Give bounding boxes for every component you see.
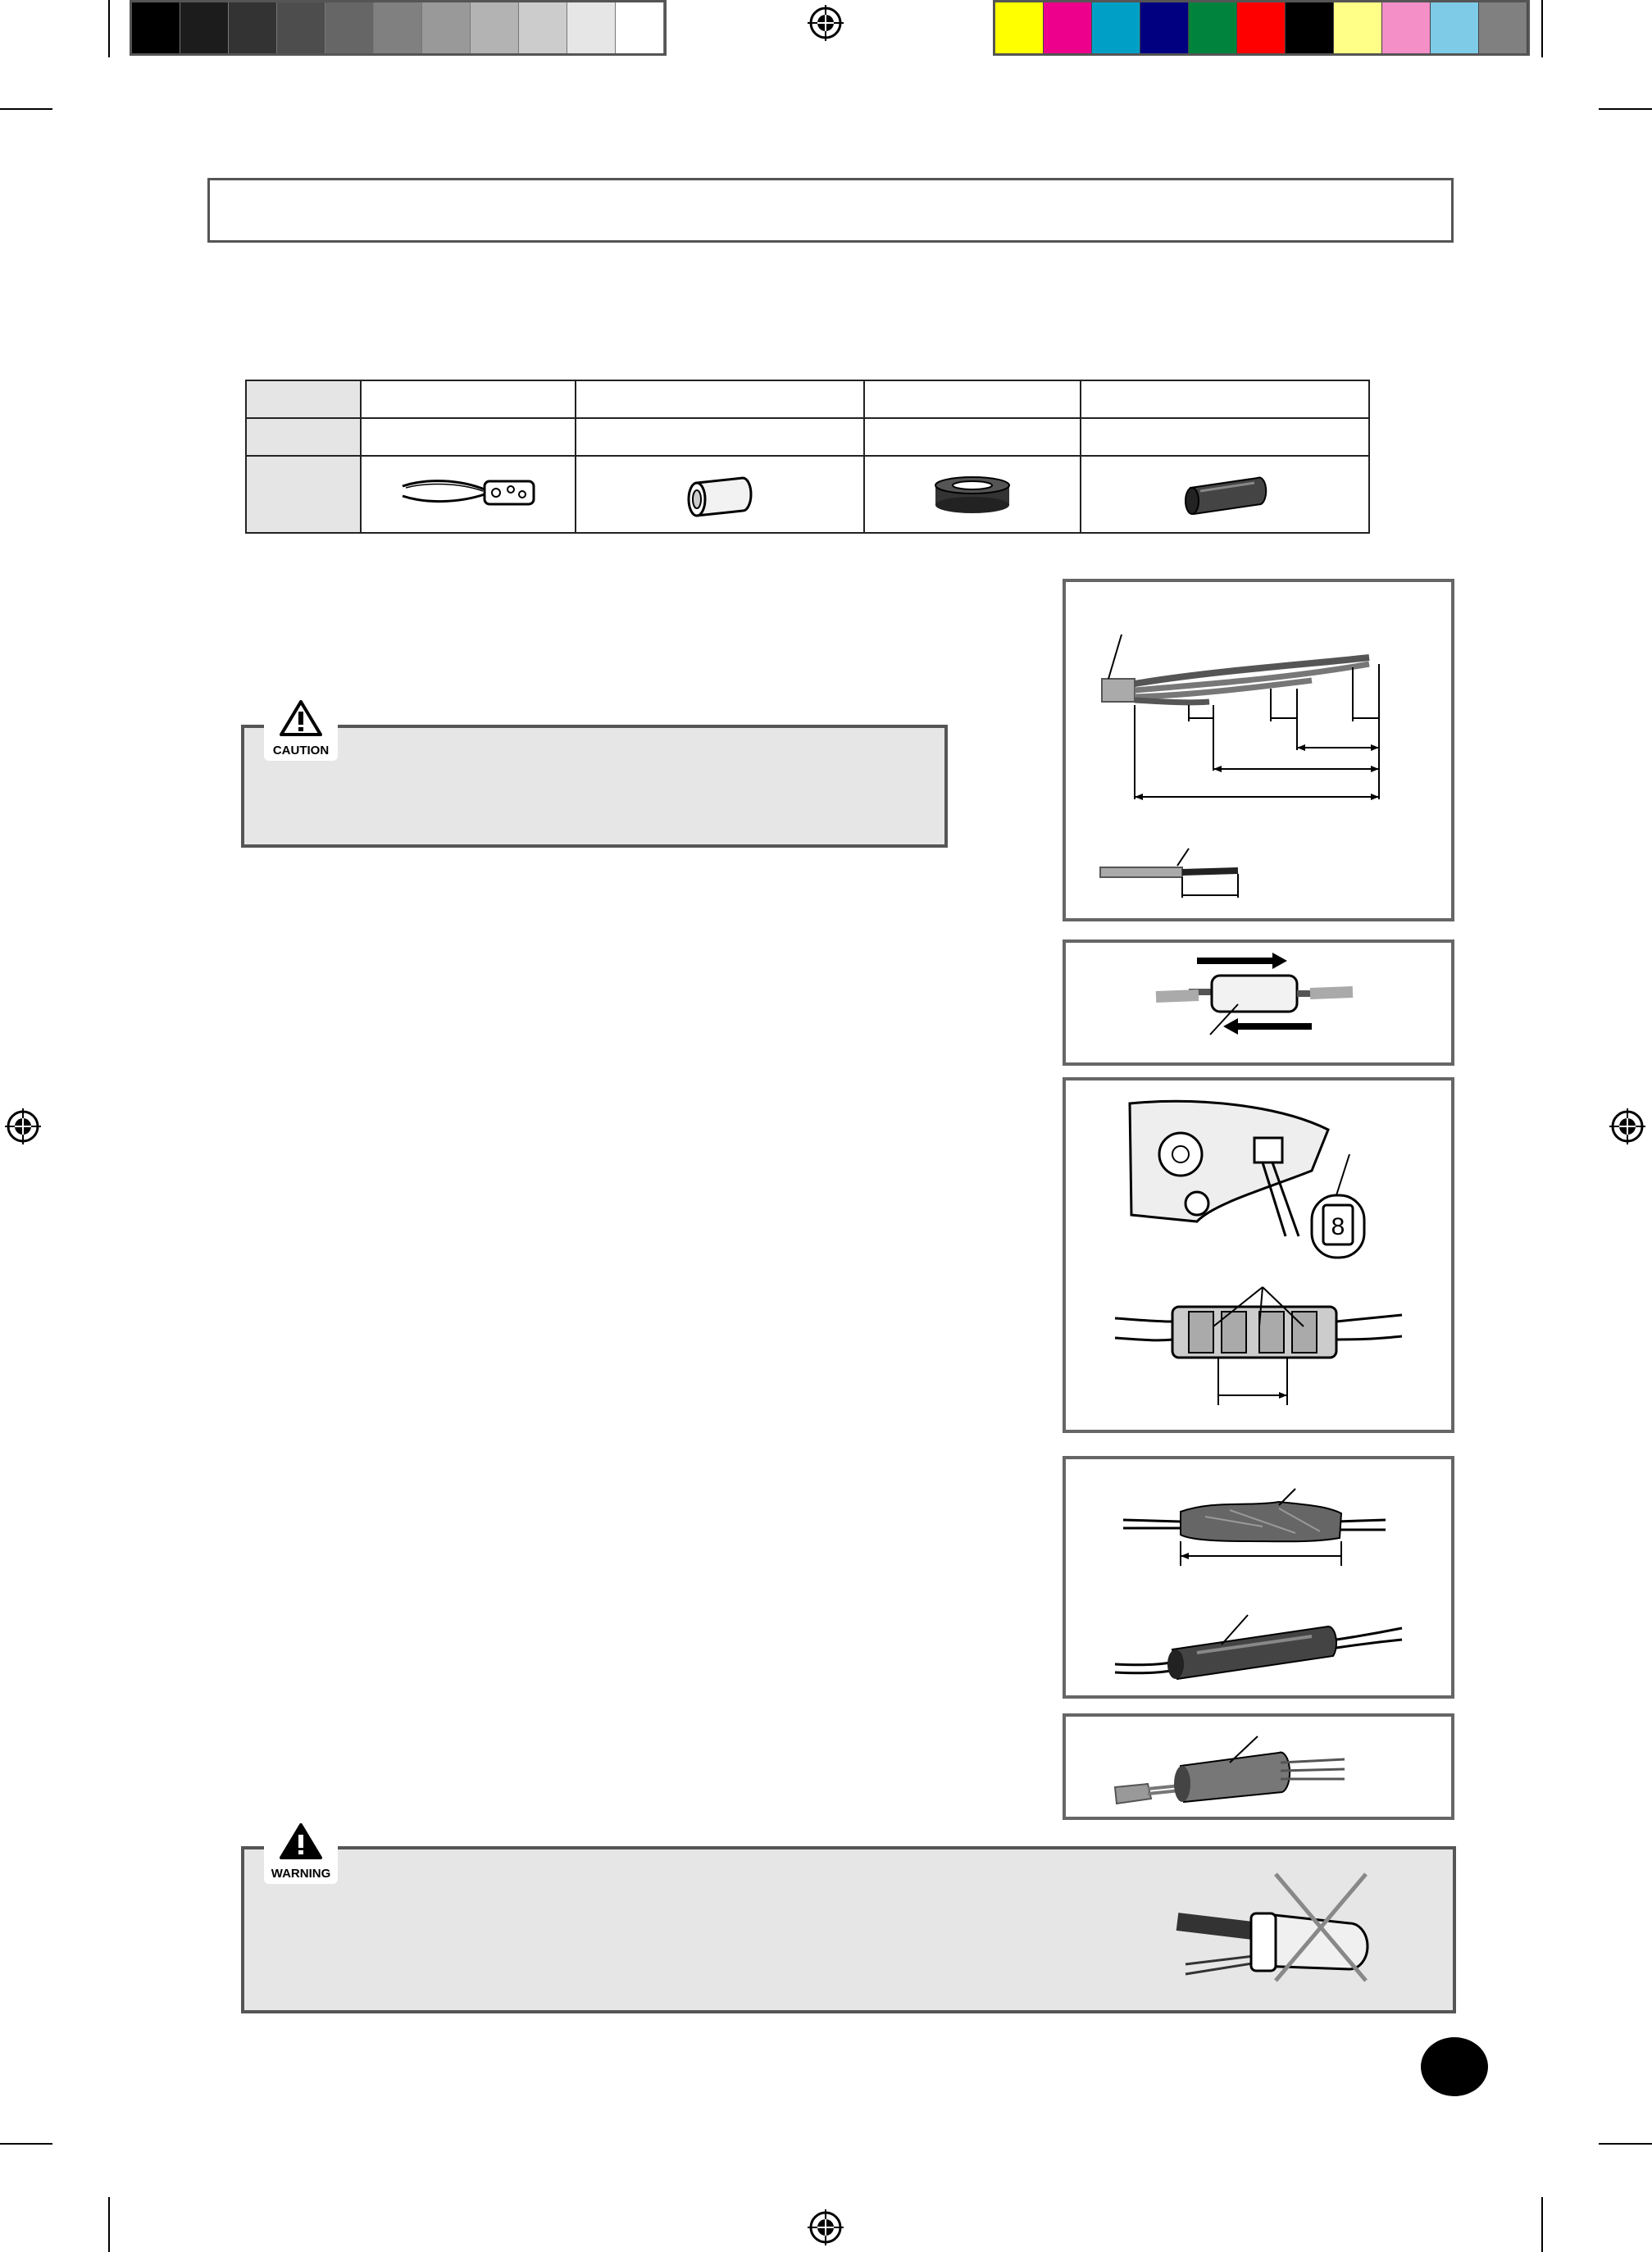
shrink-tube-icon [1176,471,1274,517]
crimp-setting-number: 8 [1331,1213,1345,1240]
section-title-box [207,178,1454,243]
gray-swatch [374,2,422,53]
table-row [246,418,1369,456]
color-swatch [1044,2,1092,53]
table-header-cell [246,380,361,418]
finished-joint-diagram [1066,1717,1451,1817]
tape-roll-icon [927,474,1017,515]
registration-mark-top [808,5,844,41]
gray-swatch [180,2,229,53]
page-number-badge [1421,2037,1488,2096]
warning-label: WARNING [271,1867,331,1881]
tape-tube-diagram [1066,1459,1451,1695]
gray-swatch [519,2,567,53]
crop-mark [108,2197,110,2252]
figure-crimping [1063,1077,1454,1433]
table-cell [1081,380,1369,418]
registration-mark-left [5,1108,41,1144]
gray-swatch [567,2,616,53]
sleeve-insertion-diagram [1066,943,1451,1062]
table-cell [361,380,576,418]
crop-mark [108,0,110,57]
color-swatch [1286,2,1334,53]
table-header-cell [246,456,361,533]
crop-mark [1599,108,1652,110]
gray-swatch [471,2,519,53]
gray-swatch [422,2,471,53]
table-cell [576,380,864,418]
crop-mark [0,108,52,110]
table-cell [864,456,1081,533]
figure-cable-stripping [1063,579,1454,921]
cable-strip-diagram [1066,582,1451,918]
color-swatch [1140,2,1189,53]
figure-finished-joint [1063,1713,1454,1820]
gray-swatch [229,2,277,53]
gray-swatch [132,2,180,53]
crimping-tool-icon [394,470,542,519]
color-swatch [1479,2,1527,53]
registration-mark-right [1609,1108,1645,1144]
warning-box [241,1846,1456,2013]
registration-mark-bottom [808,2209,844,2245]
color-swatch [1092,2,1140,53]
color-swatch [1431,2,1479,53]
gray-swatch [325,2,374,53]
color-swatch [995,2,1044,53]
table-cell [864,418,1081,456]
crop-mark [1599,2143,1652,2145]
table-cell [576,418,864,456]
table-cell [864,380,1081,418]
figure-sleeve-insertion [1063,939,1454,1066]
table-cell [576,456,864,533]
table-cell [1081,456,1369,533]
incorrect-connection-illustration [1169,1866,1382,1997]
table-cell [361,456,576,533]
caution-label: CAUTION [272,744,330,757]
caution-badge [264,695,338,761]
table-cell [361,418,576,456]
sleeve-icon [679,471,761,517]
crop-mark [1541,2197,1543,2252]
warning-badge [264,1818,338,1884]
caution-triangle-icon [278,698,324,738]
table-cell [1081,418,1369,456]
color-swatch [1382,2,1431,53]
gray-swatch [616,2,664,53]
crimping-diagram [1066,1081,1451,1430]
table-header-cell [246,418,361,456]
table-row [246,380,1369,418]
color-swatch [1237,2,1286,53]
tools-table [245,380,1370,534]
warning-triangle-icon [278,1822,324,1861]
color-swatch [1334,2,1382,53]
crop-mark [0,2143,52,2145]
color-swatch [1189,2,1237,53]
figure-tape-and-tube [1063,1456,1454,1699]
gray-swatch [277,2,325,53]
table-row [246,456,1369,533]
color-calibration-bar [993,0,1530,56]
caution-box [241,725,948,848]
crop-mark [1541,0,1543,57]
grayscale-calibration-bar [130,0,667,56]
